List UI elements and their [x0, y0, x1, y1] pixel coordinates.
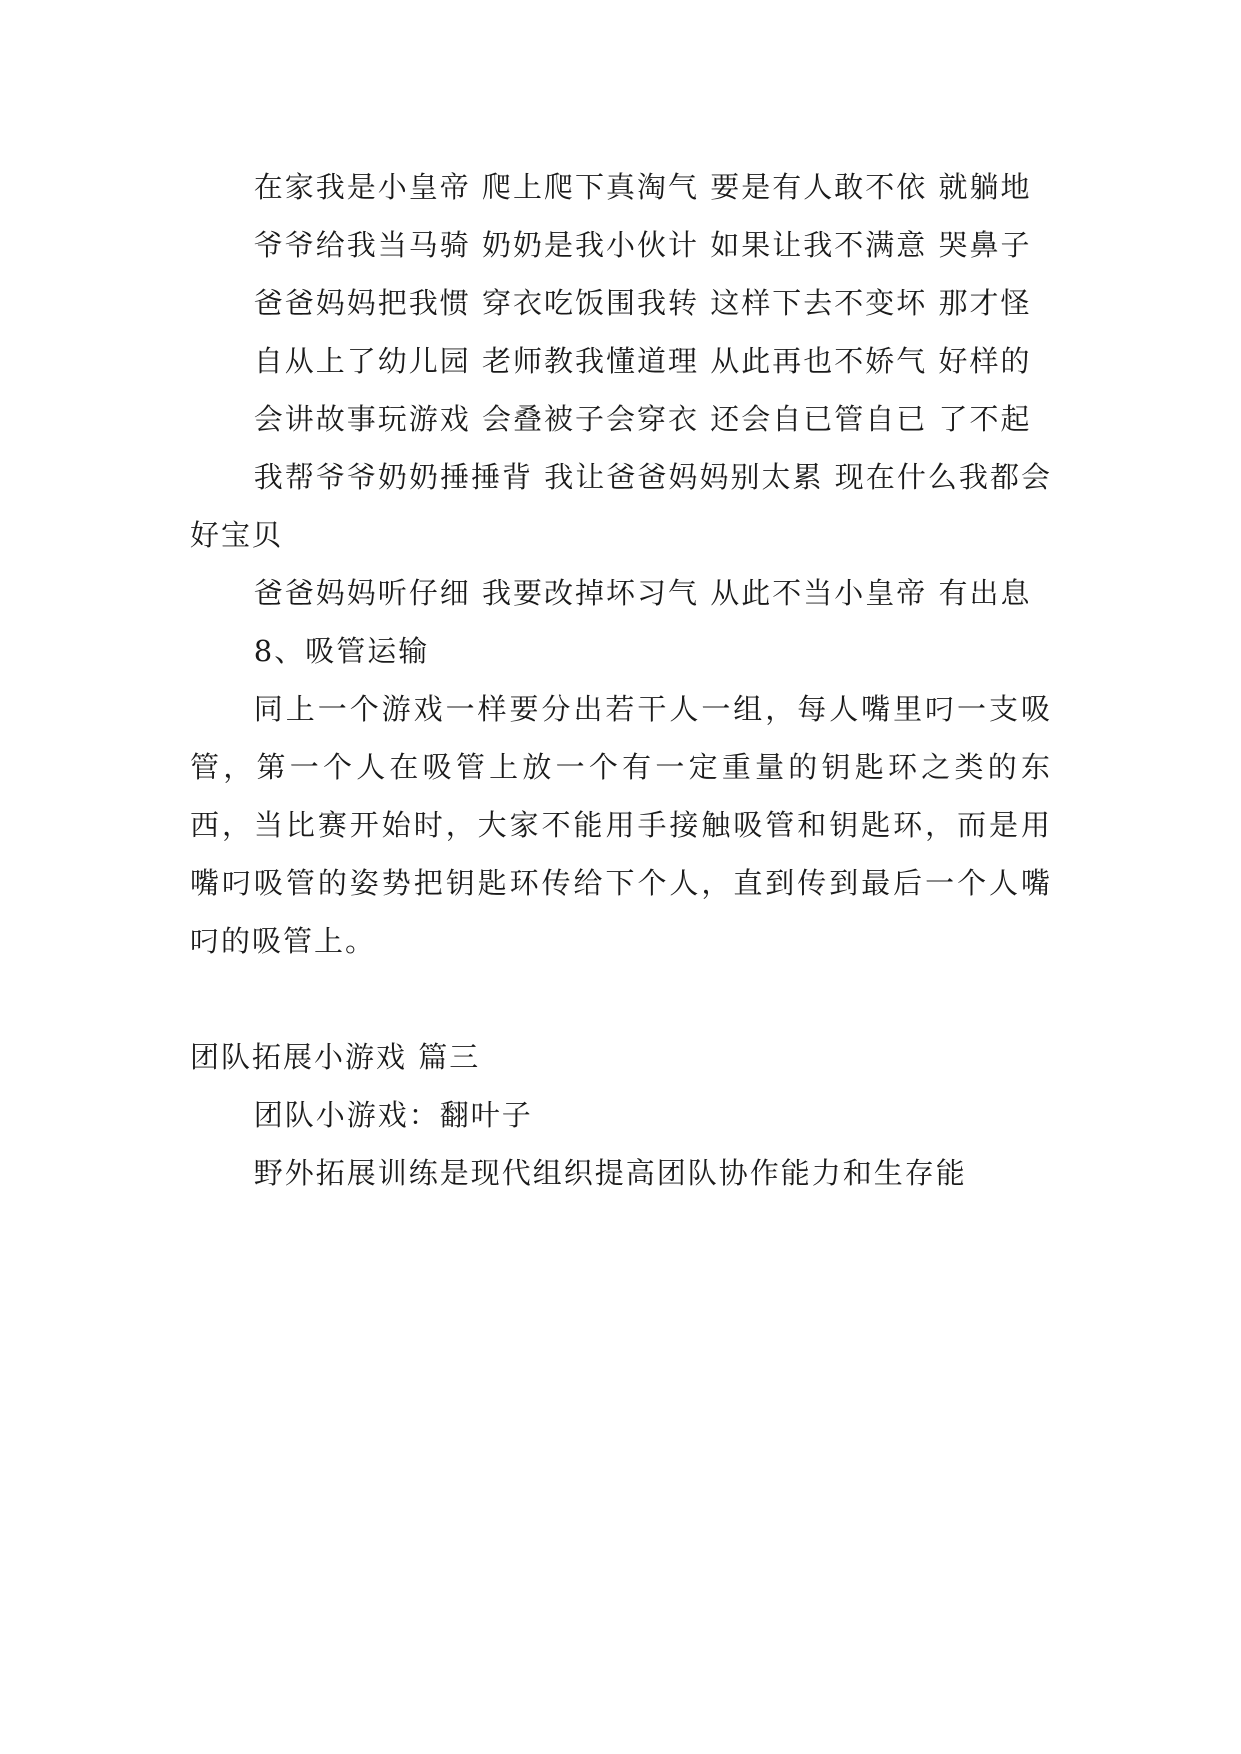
sub-title: 团队小游戏：翻叶子	[253, 1098, 533, 1132]
game-8-title: 8、吸管运输	[253, 634, 430, 668]
song-line-1: 在家我是小皇帝 爬上爬下真淘气 要是有人敢不依 就躺地	[253, 170, 1032, 204]
song-line-7: 爸爸妈妈听仔细 我要改掉坏习气 从此不当小皇帝 有出息	[253, 576, 1032, 610]
song-line-2: 爷爷给我当马骑 奶奶是我小伙计 如果让我不满意 哭鼻子	[253, 228, 1032, 262]
paragraph-gap	[190, 970, 1052, 1028]
section-title: 团队拓展小游戏 篇三	[190, 1040, 481, 1074]
game-8-body: 同上一个游戏一样要分出若干人一组，每人嘴里叼一支吸管，第一个人在吸管上放一个有一定重量的钥匙环之类的东西，当比赛开始时，大家不能用手接触吸管和钥匙环，而是用嘴叼吸管的姿势把钥匙环传给下个人，直到传到最后一个人嘴叼的吸管上。	[190, 692, 1052, 958]
intro-paragraph: 野外拓展训练是现代组织提高团队协作能力和生存能	[253, 1156, 967, 1190]
song-line-4: 自从上了幼儿园 老师教我懂道理 从此再也不娇气 好样的	[253, 344, 1032, 378]
song-line-3: 爸爸妈妈把我惯 穿衣吃饭围我转 这样下去不变坏 那才怪	[253, 286, 1032, 320]
song-line-5: 会讲故事玩游戏 会叠被子会穿衣 还会自已管自已 了不起	[253, 402, 1032, 436]
song-line-6: 我帮爷爷奶奶捶捶背 我让爸爸妈妈别太累 现在什么我都会 好宝贝	[190, 460, 1052, 552]
document-body	[190, 158, 1052, 1202]
